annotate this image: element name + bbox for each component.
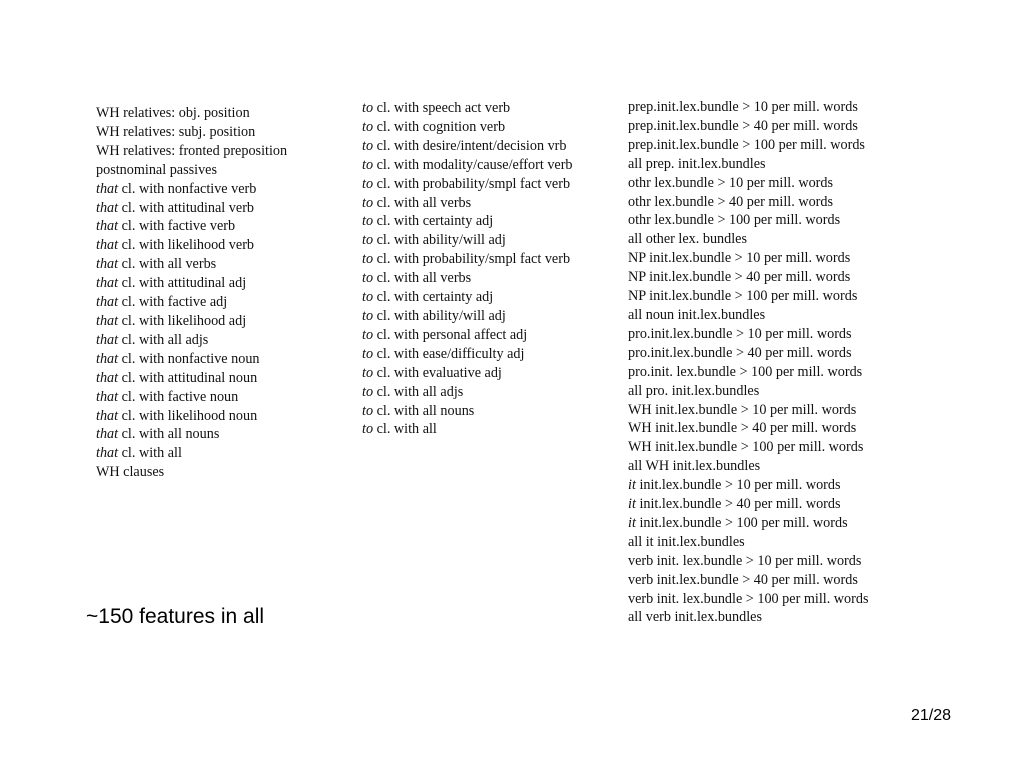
feature-item bbox=[628, 401, 868, 420]
feature-item bbox=[628, 230, 868, 249]
feature-list-column-3 bbox=[628, 98, 868, 627]
feature-item-prefix: that bbox=[96, 294, 119, 311]
feature-list-column-1 bbox=[96, 104, 287, 482]
feature-item-prefix: to bbox=[362, 137, 374, 154]
feature-item-text: cl. with ability/will adj bbox=[373, 307, 506, 324]
feature-item-text: cl. with all verbs bbox=[373, 270, 472, 287]
feature-item bbox=[96, 388, 287, 407]
feature-item-text: cl. with all verbs bbox=[373, 194, 472, 211]
feature-item-prefix: to bbox=[362, 402, 374, 419]
feature-item-text: NP init.lex.bundle > 100 per mill. words bbox=[628, 288, 858, 305]
feature-item-text: cl. with attitudinal verb bbox=[118, 199, 255, 216]
feature-item-prefix: to bbox=[362, 289, 374, 306]
feature-item-text: cl. with all nouns bbox=[118, 426, 220, 443]
feature-item-text: cl. with all bbox=[118, 445, 182, 462]
feature-item-prefix: to bbox=[362, 232, 374, 249]
feature-item bbox=[362, 156, 573, 175]
feature-item-text: cl. with factive noun bbox=[118, 388, 239, 405]
feature-item bbox=[96, 236, 287, 255]
feature-item-text: cl. with probability/smpl fact verb bbox=[373, 175, 571, 192]
feature-item bbox=[96, 255, 287, 274]
feature-item bbox=[628, 98, 868, 117]
feature-item-prefix: to bbox=[362, 175, 374, 192]
feature-item bbox=[628, 608, 868, 627]
feature-item bbox=[96, 463, 287, 482]
feature-item-prefix: that bbox=[96, 312, 119, 329]
feature-item bbox=[628, 419, 868, 438]
feature-item-prefix: to bbox=[362, 326, 374, 343]
feature-item-text: all prep. init.lex.bundles bbox=[628, 155, 766, 172]
feature-item-text: prep.init.lex.bundle > 40 per mill. words bbox=[628, 117, 858, 134]
feature-item bbox=[362, 231, 573, 250]
feature-item bbox=[628, 193, 868, 212]
feature-item bbox=[628, 363, 868, 382]
feature-item bbox=[628, 211, 868, 230]
feature-item-prefix: to bbox=[362, 270, 374, 287]
feature-item-text: cl. with likelihood verb bbox=[118, 237, 255, 254]
feature-item-text: pro.init. lex.bundle > 100 per mill. words bbox=[628, 363, 863, 380]
feature-item bbox=[362, 194, 573, 213]
feature-item-prefix: that bbox=[96, 369, 119, 386]
feature-item bbox=[628, 533, 868, 552]
feature-item-prefix: to bbox=[362, 156, 374, 173]
feature-item bbox=[96, 123, 287, 142]
feature-item-text: NP init.lex.bundle > 40 per mill. words bbox=[628, 269, 851, 286]
feature-item-text: all noun init.lex.bundles bbox=[628, 306, 766, 323]
feature-item-text: WH init.lex.bundle > 10 per mill. words bbox=[628, 401, 857, 418]
feature-item-prefix: to bbox=[362, 345, 374, 362]
feature-item-text: cl. with evaluative adj bbox=[373, 364, 502, 381]
feature-item-text: all WH init.lex.bundles bbox=[628, 458, 761, 475]
feature-item-prefix: that bbox=[96, 180, 119, 197]
feature-item-prefix: that bbox=[96, 256, 119, 273]
feature-item-text: othr lex.bundle > 100 per mill. words bbox=[628, 212, 841, 229]
feature-item-text: init.lex.bundle > 100 per mill. words bbox=[635, 514, 848, 531]
feature-item-text: cl. with likelihood noun bbox=[118, 407, 258, 424]
feature-count-summary: ~150 features in all bbox=[86, 605, 265, 628]
feature-item-text: cl. with modality/cause/effort verb bbox=[373, 156, 573, 173]
feature-item-prefix: to bbox=[362, 194, 374, 211]
feature-item-text: cl. with all adjs bbox=[118, 331, 209, 348]
feature-item-prefix: it bbox=[628, 477, 636, 494]
feature-item-text: WH relatives: fronted preposition bbox=[96, 142, 288, 159]
feature-item-text: cl. with all adjs bbox=[373, 383, 464, 400]
feature-item bbox=[628, 438, 868, 457]
feature-item bbox=[362, 307, 573, 326]
feature-item bbox=[628, 590, 868, 609]
feature-item-text: init.lex.bundle > 10 per mill. words bbox=[635, 477, 841, 494]
feature-item-text: cl. with all verbs bbox=[118, 256, 217, 273]
feature-item bbox=[628, 155, 868, 174]
feature-item-prefix: it bbox=[628, 496, 636, 513]
feature-item-text: WH relatives: subj. position bbox=[96, 123, 256, 140]
feature-item-prefix: to bbox=[362, 383, 374, 400]
feature-item-text: all pro. init.lex.bundles bbox=[628, 382, 760, 399]
feature-item bbox=[362, 269, 573, 288]
feature-item-text: cl. with personal affect adj bbox=[373, 326, 528, 343]
feature-item-prefix: that bbox=[96, 237, 119, 254]
feature-item bbox=[628, 268, 868, 287]
feature-item-text: cl. with ease/difficulty adj bbox=[373, 345, 525, 362]
feature-item bbox=[362, 364, 573, 383]
feature-item-text: cl. with attitudinal noun bbox=[118, 369, 258, 386]
feature-item bbox=[96, 369, 287, 388]
feature-item bbox=[96, 425, 287, 444]
feature-item bbox=[628, 382, 868, 401]
feature-item-text: WH init.lex.bundle > 100 per mill. words bbox=[628, 439, 864, 456]
feature-item-text: cl. with ability/will adj bbox=[373, 232, 506, 249]
feature-item-text: cl. with factive verb bbox=[118, 218, 236, 235]
feature-item-text: cl. with nonfactive verb bbox=[118, 180, 257, 197]
feature-item-text: pro.init.lex.bundle > 10 per mill. words bbox=[628, 325, 852, 342]
feature-item-text: cl. with desire/intent/decision vrb bbox=[373, 137, 567, 154]
feature-item-prefix: that bbox=[96, 199, 119, 216]
feature-item-text: prep.init.lex.bundle > 10 per mill. words bbox=[628, 99, 858, 115]
feature-item bbox=[96, 312, 287, 331]
feature-item bbox=[628, 476, 868, 495]
feature-item bbox=[362, 99, 573, 118]
feature-item-text: pro.init.lex.bundle > 40 per mill. words bbox=[628, 344, 852, 361]
feature-item bbox=[362, 212, 573, 231]
feature-item-text: cl. with all nouns bbox=[373, 402, 475, 419]
feature-item-text: init.lex.bundle > 40 per mill. words bbox=[635, 496, 841, 513]
feature-item-prefix: to bbox=[362, 100, 374, 116]
feature-item-prefix: to bbox=[362, 364, 374, 381]
feature-item bbox=[96, 180, 287, 199]
feature-item bbox=[628, 571, 868, 590]
feature-item bbox=[96, 274, 287, 293]
feature-item-prefix: it bbox=[628, 514, 636, 531]
feature-item-text: othr lex.bundle > 10 per mill. words bbox=[628, 174, 834, 191]
feature-item-text: othr lex.bundle > 40 per mill. words bbox=[628, 193, 834, 210]
feature-item bbox=[628, 287, 868, 306]
feature-item bbox=[628, 136, 868, 155]
feature-item bbox=[628, 325, 868, 344]
feature-item bbox=[96, 444, 287, 463]
feature-item bbox=[96, 199, 287, 218]
feature-item bbox=[362, 345, 573, 364]
feature-item bbox=[96, 142, 287, 161]
feature-item bbox=[96, 331, 287, 350]
feature-item bbox=[628, 457, 868, 476]
feature-item bbox=[362, 402, 573, 421]
feature-item-prefix: that bbox=[96, 388, 119, 405]
feature-list-column-2 bbox=[362, 99, 573, 439]
feature-item-text: cl. with certainty adj bbox=[373, 213, 494, 230]
feature-item bbox=[628, 249, 868, 268]
feature-item-prefix: that bbox=[96, 445, 119, 462]
feature-item bbox=[362, 288, 573, 307]
feature-item-prefix: to bbox=[362, 213, 374, 230]
feature-item bbox=[362, 250, 573, 269]
feature-item bbox=[628, 552, 868, 571]
feature-item bbox=[362, 326, 573, 345]
feature-item-text: cl. with nonfactive noun bbox=[118, 350, 260, 367]
feature-item-text: cl. with certainty adj bbox=[373, 289, 494, 306]
feature-item-prefix: that bbox=[96, 218, 119, 235]
feature-item-text: all verb init.lex.bundles bbox=[628, 609, 762, 626]
feature-item-text: verb init. lex.bundle > 100 per mill. words bbox=[628, 590, 869, 607]
feature-item bbox=[96, 104, 287, 123]
feature-item bbox=[362, 420, 573, 439]
feature-item-prefix: that bbox=[96, 275, 119, 292]
feature-item-text: cl. with cognition verb bbox=[373, 118, 506, 135]
feature-item bbox=[96, 161, 287, 180]
feature-item-text: cl. with attitudinal adj bbox=[118, 275, 247, 292]
feature-item bbox=[362, 118, 573, 137]
feature-item-prefix: that bbox=[96, 350, 119, 367]
feature-item-prefix: to bbox=[362, 421, 374, 438]
feature-item-prefix: to bbox=[362, 251, 374, 268]
feature-item-text: cl. with probability/smpl fact verb bbox=[373, 251, 571, 268]
feature-item-text: verb init.lex.bundle > 40 per mill. words bbox=[628, 571, 858, 588]
feature-item bbox=[628, 306, 868, 325]
feature-item-prefix: that bbox=[96, 407, 119, 424]
feature-item-text: cl. with likelihood adj bbox=[118, 312, 247, 329]
feature-item-text: WH init.lex.bundle > 40 per mill. words bbox=[628, 420, 857, 437]
feature-item bbox=[362, 175, 573, 194]
feature-item bbox=[628, 344, 868, 363]
feature-item-text: WH clauses bbox=[96, 464, 165, 481]
feature-item bbox=[362, 383, 573, 402]
feature-item-text: cl. with all bbox=[373, 421, 437, 438]
feature-item bbox=[628, 514, 868, 533]
feature-item-text: prep.init.lex.bundle > 100 per mill. words bbox=[628, 136, 865, 153]
feature-item-text: all it init.lex.bundles bbox=[628, 533, 745, 550]
feature-item bbox=[96, 350, 287, 369]
feature-item-text: cl. with speech act verb bbox=[373, 100, 511, 116]
feature-item-text: verb init. lex.bundle > 10 per mill. words bbox=[628, 552, 862, 569]
feature-item-text: all other lex. bundles bbox=[628, 231, 747, 248]
feature-item-prefix: to bbox=[362, 307, 374, 324]
feature-item-text: postnominal passives bbox=[96, 161, 217, 178]
feature-item-text: cl. with factive adj bbox=[118, 294, 228, 311]
feature-item-prefix: to bbox=[362, 118, 374, 135]
feature-item bbox=[628, 495, 868, 514]
feature-item bbox=[362, 137, 573, 156]
feature-item-prefix: that bbox=[96, 331, 119, 348]
feature-item bbox=[96, 217, 287, 236]
feature-item bbox=[96, 407, 287, 426]
page-number: 21/28 bbox=[911, 707, 952, 724]
feature-item bbox=[96, 293, 287, 312]
feature-item-text: WH relatives: obj. position bbox=[96, 105, 250, 121]
feature-item bbox=[628, 174, 868, 193]
feature-item-prefix: that bbox=[96, 426, 119, 443]
feature-item-text: NP init.lex.bundle > 10 per mill. words bbox=[628, 250, 851, 267]
feature-item bbox=[628, 117, 868, 136]
